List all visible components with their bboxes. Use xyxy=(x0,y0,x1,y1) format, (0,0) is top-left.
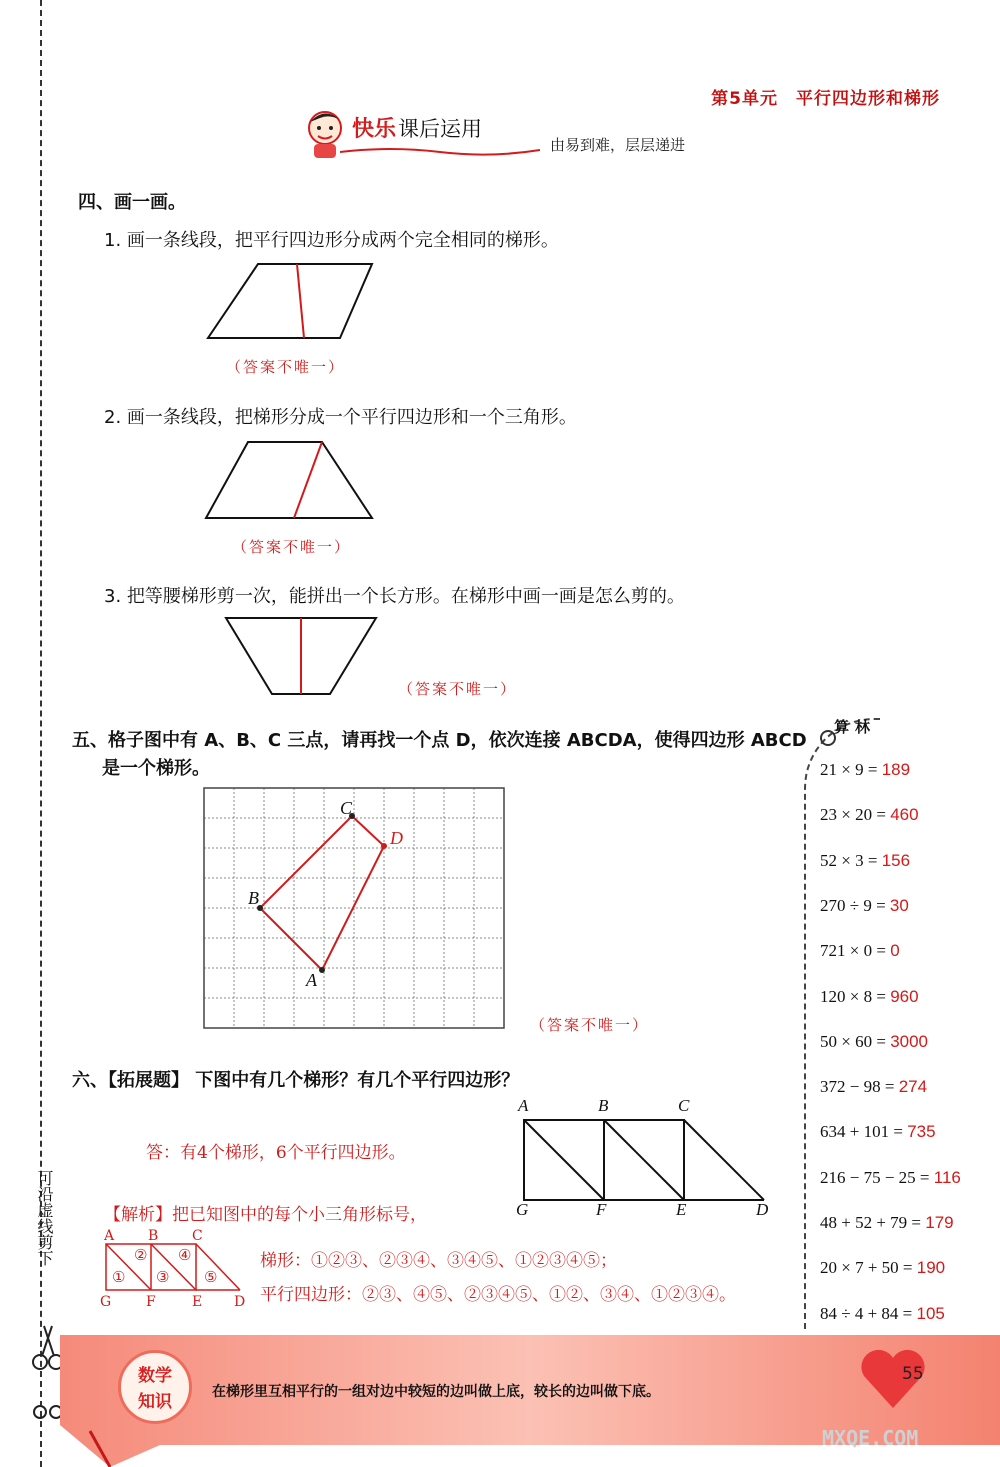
label-b: B xyxy=(248,888,259,908)
small-label-c: C xyxy=(192,1228,203,1244)
calc-answer: 274 xyxy=(898,1077,928,1097)
tri-1: ① xyxy=(112,1268,126,1286)
calc-question: 372 − 98 = xyxy=(820,1077,895,1097)
q3-note: （答案不唯一） xyxy=(398,680,518,698)
small-label-e: E xyxy=(192,1294,203,1310)
calc-row xyxy=(820,1304,945,1324)
small-label-a: A xyxy=(104,1228,115,1244)
fig-label-a: A xyxy=(518,1096,529,1115)
unit-title: 第5单元 平行四边形和梯形 xyxy=(711,89,940,109)
q1-note: （答案不唯一） xyxy=(226,358,346,376)
calc-row xyxy=(820,1258,945,1278)
q3-isosceles-trapezoid xyxy=(220,612,390,698)
calc-question: 216 − 75 − 25 = xyxy=(820,1167,930,1187)
section6-title: 六、【拓展题】 下图中有几个梯形？有几个平行四边形？ xyxy=(72,1070,520,1091)
calc-row xyxy=(820,851,910,871)
calc-title: 算林 xyxy=(834,718,877,736)
badge-line1: 数学 xyxy=(138,1366,172,1386)
calc-answer: 116 xyxy=(933,1167,961,1187)
banner-main: 快乐 xyxy=(352,117,397,142)
calc-row xyxy=(820,987,919,1007)
fig-label-b: B xyxy=(598,1096,609,1115)
calc-answer: 735 xyxy=(907,1122,936,1142)
section5-line2: 是一个梯形。 xyxy=(102,758,210,779)
cut-hint: 可沿虚线剪下 xyxy=(35,1170,54,1266)
calc-row xyxy=(820,1032,928,1052)
fig-label-e: E xyxy=(676,1200,687,1219)
calc-answer: 179 xyxy=(925,1213,954,1232)
calc-question: 21 × 9 = xyxy=(820,760,878,779)
tri-2: ② xyxy=(134,1246,148,1264)
fig-label-f: F xyxy=(596,1200,607,1219)
calc-question: 634 + 101 = xyxy=(820,1122,903,1142)
calc-question: 52 × 3 = xyxy=(820,850,878,870)
q1-text: 1. 画一条线段，把平行四边形分成两个完全相同的梯形。 xyxy=(104,230,559,251)
label-a: A xyxy=(306,970,317,990)
calc-answer: 189 xyxy=(881,760,911,779)
page-number: 55 xyxy=(902,1364,924,1384)
section4-title: 四、画一画。 xyxy=(78,192,186,213)
calc-question: 50 × 60 = xyxy=(820,1031,886,1051)
math-knowledge-badge xyxy=(118,1350,192,1424)
tri-3: ③ xyxy=(156,1268,170,1286)
calc-row xyxy=(820,1168,961,1188)
calc-answer: 30 xyxy=(889,895,909,915)
grid-figure xyxy=(200,784,510,1034)
q2-note: （答案不唯一） xyxy=(232,538,352,556)
banner-underline xyxy=(340,146,540,156)
calc-row xyxy=(820,805,919,825)
small-label-g: G xyxy=(100,1294,112,1310)
small-label-d: D xyxy=(234,1294,246,1310)
calc-question: 120 × 8 = xyxy=(820,986,886,1006)
banner-tip: 由易到难，层层递进 xyxy=(550,136,686,154)
calc-answer: 0 xyxy=(890,941,900,961)
banner-sub: 课后运用 xyxy=(398,117,483,141)
calc-answer: 190 xyxy=(916,1258,946,1278)
section5-note: （答案不唯一） xyxy=(530,1016,650,1034)
calc-question: 84 ÷ 4 + 84 = xyxy=(820,1303,913,1323)
calc-answer: 460 xyxy=(890,805,919,825)
footer-tip: 在梯形里互相平行的一组对边中较短的边叫做上底，较长的边叫做下底。 xyxy=(212,1384,660,1400)
calc-question: 20 × 7 + 50 = xyxy=(820,1258,913,1278)
small-label-b: B xyxy=(148,1228,159,1244)
calc-answer: 105 xyxy=(916,1303,945,1323)
section6-answer: 答：有4个梯形，6个平行四边形。 xyxy=(146,1143,406,1163)
calc-question: 721 × 0 = xyxy=(820,941,886,961)
calc-row xyxy=(820,896,909,916)
q3-text: 3. 把等腰梯形剪一次，能拼出一个长方形。在梯形中画一画是怎么剪的。 xyxy=(104,586,685,607)
calc-row xyxy=(820,941,900,961)
calc-question: 23 × 20 = xyxy=(820,805,886,825)
badge-line2: 知识 xyxy=(138,1392,172,1412)
q2-trapezoid xyxy=(200,436,380,526)
parallelogram-list: 平行四边形：②③、④⑤、②③④⑤、①②、③④、①②③④。 xyxy=(260,1285,736,1305)
calc-row xyxy=(820,760,910,780)
calc-answer: 3000 xyxy=(890,1031,929,1051)
label-c: C xyxy=(340,798,353,818)
calc-question: 48 + 52 + 79 = xyxy=(820,1213,922,1232)
trapezoid-list: 梯形：①②③、②③④、③④⑤、①②③④⑤； xyxy=(260,1251,617,1271)
fig-label-d: D xyxy=(756,1200,769,1219)
watermark: MXQE.COM xyxy=(822,1426,919,1450)
fig-label-g: G xyxy=(516,1200,529,1219)
calc-row xyxy=(820,1122,936,1142)
section5-line1: 五、格子图中有 A、B、C 三点，请再找一个点 D，依次连接 ABCDA，使得四边形 ABCD xyxy=(72,730,807,751)
tri-4: ④ xyxy=(178,1246,192,1264)
label-d: D xyxy=(390,828,403,848)
calc-row xyxy=(820,1077,927,1097)
q1-parallelogram xyxy=(200,258,380,348)
calc-row xyxy=(820,1213,954,1233)
small-label-f: F xyxy=(146,1294,156,1310)
calc-answer: 156 xyxy=(881,850,911,870)
calc-question: 270 ÷ 9 = xyxy=(820,895,886,915)
fig-label-c: C xyxy=(678,1096,690,1115)
banner-title xyxy=(352,112,482,143)
section6-analysis: 【解析】把已知图中的每个小三角形标号， xyxy=(104,1205,427,1225)
calc-answer: 960 xyxy=(890,986,919,1006)
q2-text: 2. 画一条线段，把梯形分成一个平行四边形和一个三角形。 xyxy=(104,407,577,428)
section6-figure xyxy=(516,1114,766,1206)
tri-5: ⑤ xyxy=(204,1268,218,1286)
